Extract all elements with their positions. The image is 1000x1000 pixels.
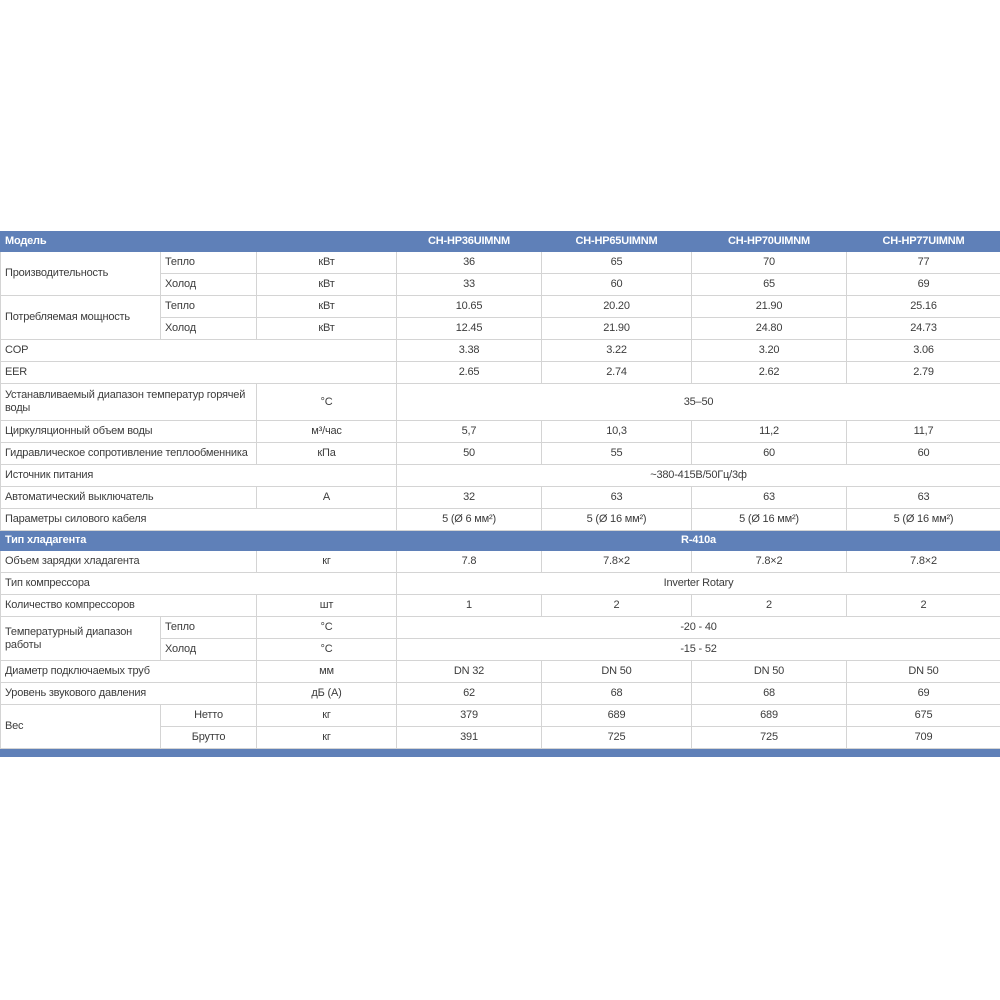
value-cell: DN 50 [542,661,692,683]
value-cell: 35–50 [397,384,1000,421]
model-name: CH-HP65UIMNM [542,232,692,252]
value-cell: 7.8×2 [692,551,847,573]
value-cell: 25.16 [847,296,1000,318]
value-cell: 69 [847,683,1000,705]
value-cell: 3.38 [397,340,542,362]
mode-label: Брутто [161,727,257,749]
row-label: Параметры силового кабеля [1,509,397,531]
table-row [1,595,1000,617]
unit-cell: кВт [257,274,397,296]
value-cell: 7.8×2 [847,551,1000,573]
value-cell: 21.90 [692,296,847,318]
value-cell: 50 [397,443,542,465]
mode-label: Холод [161,274,257,296]
value-cell: 60 [542,274,692,296]
value-cell: 2.62 [692,362,847,384]
row-label: Автоматический выключатель [1,487,257,509]
row-label: Уровень звукового давления [1,683,257,705]
value-cell: 5,7 [397,421,542,443]
value-cell: DN 50 [692,661,847,683]
value-cell: 689 [692,705,847,727]
value-cell: 21.90 [542,318,692,340]
row-label: Источник питания [1,465,397,487]
value-cell: 11,2 [692,421,847,443]
value-cell: 2.79 [847,362,1000,384]
value-cell: 11,7 [847,421,1000,443]
value-cell: 24.73 [847,318,1000,340]
value-cell: 20.20 [542,296,692,318]
value-cell: 63 [542,487,692,509]
row-label: Циркуляционный объем воды [1,421,257,443]
unit-cell: м³/час [257,421,397,443]
value-cell: -15 - 52 [397,639,1000,661]
value-cell: 2.65 [397,362,542,384]
table-row [1,487,1000,509]
model-name: CH-HP70UIMNM [692,232,847,252]
value-cell: 709 [847,727,1000,749]
table-row [1,465,1000,487]
row-label: Тип компрессора [1,573,397,595]
model-name: CH-HP77UIMNM [847,232,1000,252]
refrigerant-label: Тип хладагента [1,531,397,551]
table-row [1,573,1000,595]
value-cell: 2 [847,595,1000,617]
row-label: Устанавливаемый диапазон температур горячей воды [1,384,257,421]
value-cell: 1 [397,595,542,617]
model-name: CH-HP36UIMNM [397,232,542,252]
unit-cell: кг [257,551,397,573]
model-label: Модель [1,232,397,252]
value-cell: 725 [692,727,847,749]
footer-bar [1,749,1000,757]
row-label: Диаметр подключаемых труб [1,661,257,683]
value-cell: 65 [692,274,847,296]
value-cell: 5 (Ø 16 мм²) [847,509,1000,531]
value-cell: 5 (Ø 16 мм²) [692,509,847,531]
refrigerant-value: R-410a [397,531,1000,551]
unit-cell: кг [257,727,397,749]
unit-cell: кВт [257,318,397,340]
value-cell: 2 [542,595,692,617]
value-cell: DN 50 [847,661,1000,683]
table-row [1,252,1000,274]
unit-cell: шт [257,595,397,617]
value-cell: 63 [692,487,847,509]
mode-label: Холод [161,318,257,340]
unit-cell: кВт [257,296,397,318]
value-cell: 63 [847,487,1000,509]
value-cell: 725 [542,727,692,749]
row-label: Количество компрессоров [1,595,257,617]
value-cell: ~380-415В/50Гц/3ф [397,465,1000,487]
table-footer-bar [1,749,1000,757]
header-row [1,232,1000,252]
value-cell: 5 (Ø 6 мм²) [397,509,542,531]
value-cell: 24.80 [692,318,847,340]
unit-cell: А [257,487,397,509]
table-row [1,443,1000,465]
value-cell: 675 [847,705,1000,727]
value-cell: 32 [397,487,542,509]
table-row [1,362,1000,384]
value-cell: 7.8×2 [542,551,692,573]
row-label: COP [1,340,397,362]
table-row [1,661,1000,683]
value-cell: 60 [847,443,1000,465]
table-row [1,705,1000,727]
unit-cell: кПа [257,443,397,465]
value-cell: Inverter Rotary [397,573,1000,595]
mode-label: Нетто [161,705,257,727]
value-cell: 3.06 [847,340,1000,362]
row-label: EER [1,362,397,384]
mode-label: Тепло [161,252,257,274]
row-label: Потребляемая мощность [1,296,161,340]
value-cell: 62 [397,683,542,705]
row-label: Вес [1,705,161,749]
table-row [1,296,1000,318]
table-row [1,421,1000,443]
table-row [1,551,1000,573]
value-cell: 689 [542,705,692,727]
value-cell: 12.45 [397,318,542,340]
value-cell: -20 - 40 [397,617,1000,639]
unit-cell: °C [257,639,397,661]
table-row [1,509,1000,531]
row-label: Объем зарядки хладагента [1,551,257,573]
unit-cell: кВт [257,252,397,274]
row-label: Производительность [1,252,161,296]
mode-label: Тепло [161,617,257,639]
table-row [1,617,1000,639]
value-cell: 3.22 [542,340,692,362]
specifications-table [0,231,1000,757]
unit-cell: кг [257,705,397,727]
unit-cell: дБ (А) [257,683,397,705]
value-cell: 36 [397,252,542,274]
value-cell: 5 (Ø 16 мм²) [542,509,692,531]
value-cell: 10.65 [397,296,542,318]
value-cell: 10,3 [542,421,692,443]
value-cell: 3.20 [692,340,847,362]
unit-cell: мм [257,661,397,683]
value-cell: DN 32 [397,661,542,683]
value-cell: 69 [847,274,1000,296]
unit-cell: °C [257,384,397,421]
table-row [1,340,1000,362]
value-cell: 68 [542,683,692,705]
row-label: Температурный диапазон работы [1,617,161,661]
section-header-row [1,531,1000,551]
value-cell: 68 [692,683,847,705]
value-cell: 391 [397,727,542,749]
value-cell: 70 [692,252,847,274]
value-cell: 379 [397,705,542,727]
mode-label: Холод [161,639,257,661]
table-row [1,683,1000,705]
value-cell: 2 [692,595,847,617]
value-cell: 55 [542,443,692,465]
value-cell: 7.8 [397,551,542,573]
row-label: Гидравлическое сопротивление теплообменника [1,443,257,465]
table-row [1,384,1000,421]
value-cell: 2.74 [542,362,692,384]
mode-label: Тепло [161,296,257,318]
value-cell: 60 [692,443,847,465]
unit-cell: °C [257,617,397,639]
value-cell: 33 [397,274,542,296]
value-cell: 77 [847,252,1000,274]
value-cell: 65 [542,252,692,274]
